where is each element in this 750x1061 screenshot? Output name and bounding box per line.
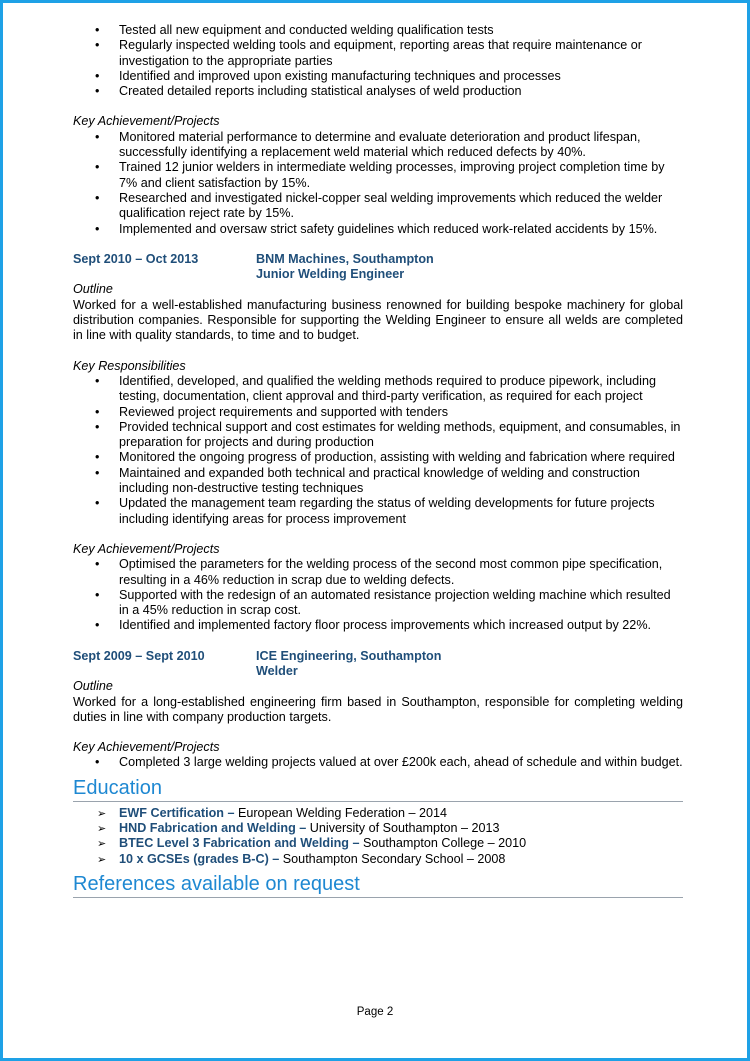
education-item [73,836,683,851]
references-heading: References available on request [73,873,683,898]
list-item: • Provided technical support and cost estimates for welding methods, equipment, and consumables, in preparation for projects and during production [73,420,683,451]
qualification: HND Fabrication and Welding – [119,821,307,836]
list-item: • Created detailed reports including statistical analyses of weld production [73,84,683,99]
institution: Southampton College – 2010 [359,836,527,851]
list-item: • Tested all new equipment and conducted welding qualification tests [73,23,683,38]
list-item: • Completed 3 large welding projects valued at over £200k each, ahead of schedule and within budget. [73,755,683,770]
job-dates: Sept 2010 – Oct 2013 [73,251,199,266]
previous-role-achievements [73,130,683,237]
achievements-list [73,755,683,770]
qualification: EWF Certification – [119,805,235,820]
job-title: Welder [256,663,298,678]
previous-role-bullets [73,23,683,99]
institution: European Welding Federation – 2014 [234,805,448,820]
list-item: • Implemented and oversaw strict safety guidelines which reduced work-related accidents by 15%. [73,222,683,237]
education-heading: Education [73,777,683,802]
page-number: Page 2 [356,1006,394,1018]
job-company: ICE Engineering, Southampton [256,648,442,663]
job-outline: Worked for a long-established engineering firm based in Southampton, responsible for completing welding duties in line with company production targets. [73,694,683,724]
job-title: Junior Welding Engineer [256,267,405,282]
education-item [73,821,683,836]
list-item: • Maintained and expanded both technical and practical knowledge of welding and construction including non-destructive testing techniques [73,466,683,497]
list-item: • Trained 12 junior welders in intermediate welding processes, improving project completion time by 7% and client satisfaction by 15%. [73,160,683,191]
institution: Southampton Secondary School – 2008 [279,851,506,866]
education-item [73,806,683,821]
list-item: • Supported with the redesign of an automated resistance projection welding machine which resulted in a 45% reduction in scrap cost. [73,588,683,619]
qualification: 10 x GCSEs (grades B-C) – [119,851,280,866]
list-item: • Regularly inspected welding tools and equipment, reporting areas that require maintenance or investigation to the appropriate parties [73,38,683,69]
list-item: • Reviewed project requirements and supported with tenders [73,405,683,420]
list-item: • Monitored the ongoing progress of production, assisting with welding and fabrication where required [73,450,683,465]
job-dates: Sept 2009 – Sept 2010 [73,648,205,663]
responsibilities-heading: Key Responsibilities [73,358,186,373]
responsibilities-list [73,374,683,527]
list-item: • Monitored material performance to determine and evaluate deterioration and product lifespan, successfully identifying a replacement weld material which reduced defects by 40%. [73,130,683,161]
list-item: • Identified, developed, and qualified the welding methods required to produce pipework, including testing, documentation, client approval and third-party verification, as required for each project [73,374,683,405]
job-outline: Worked for a well-established manufacturing business renowned for building bespoke machinery for global distribution companies. Responsible for supporting the Welding Engineer to ensure all welds are completed in line with quality standards, to time and to budget. [73,297,683,343]
achievements-list [73,557,683,633]
education-list [73,806,683,867]
list-item: • Researched and investigated nickel-copper seal welding improvements which reduced the welder qualification reject rate by 15%. [73,191,683,222]
achievements-heading: Key Achievement/Projects [73,114,220,129]
outline-heading: Outline [73,679,113,694]
list-item: • Identified and improved upon existing manufacturing techniques and processes [73,69,683,84]
education-item [73,852,683,867]
list-item: • Optimised the parameters for the welding process of the second most common pipe specification, resulting in a 46% reduction in scrap due to welding defects. [73,557,683,588]
achievements-heading: Key Achievement/Projects [73,740,220,755]
job-company: BNM Machines, Southampton [256,251,434,266]
achievements-heading: Key Achievement/Projects [73,541,220,556]
cv-content [73,23,683,898]
list-item: • Updated the management team regarding the status of welding developments for future projects including identifying areas for process improvement [73,496,683,527]
job-header-ice [73,649,683,680]
job-header-bnm [73,252,683,283]
institution: University of Southampton – 2013 [306,821,500,836]
outline-heading: Outline [73,282,113,297]
list-item: • Identified and implemented factory floor process improvements which increased output by 22%. [73,618,683,633]
qualification: BTEC Level 3 Fabrication and Welding – [119,836,360,851]
